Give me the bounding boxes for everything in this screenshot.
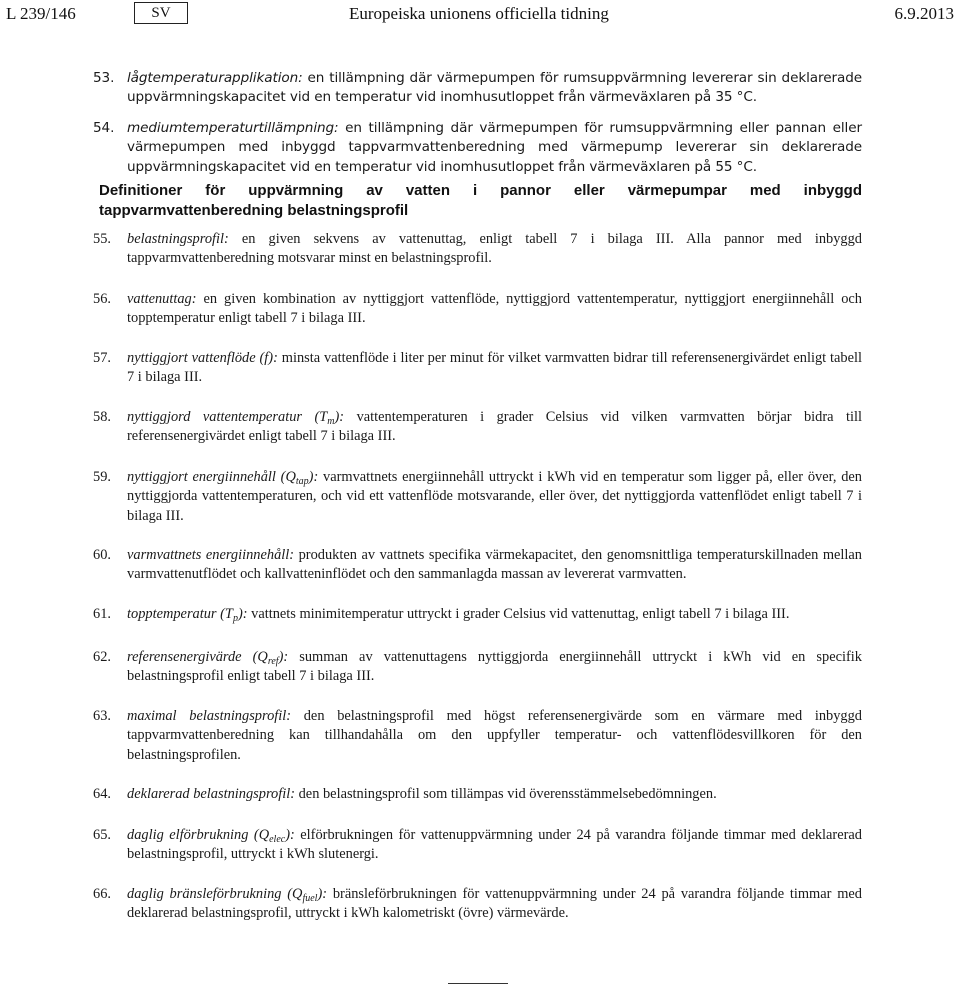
definition-text: vattentemperaturen i grader Celsius vid vilken varmvatten börjar bidra till referensenergivärdet enligt tabell 7 i bilaga III. — [127, 409, 863, 445]
definition-body — [127, 349, 862, 388]
definition-number: 64. — [93, 786, 111, 802]
page-header — [0, 0, 960, 32]
definition-term: lågtemperaturapplikation: — [127, 70, 303, 86]
definition-body — [127, 605, 862, 624]
definition-body — [127, 290, 862, 329]
definition-59 — [93, 468, 862, 526]
definition-text: en tillämpning där värmepumpen för rumsuppvärmning eller pannan eller värmepumpen med inbyggd tappvarmvattenberedning med värmepump levererar sin deklarerade uppvärmningskapacitet vid en temperatur vid inomhusutloppet från värmeväxlaren på 55 °C. — [127, 120, 862, 175]
definition-55 — [93, 230, 862, 269]
definition-text: en given kombination av nyttiggjort vattenflöde, nyttiggjord vattentemperatur, nyttiggjort energiinnehåll och topptemperatur enligt tabell 7 i bilaga III. — [127, 291, 862, 327]
definition-58 — [93, 408, 862, 447]
definition-number: 53. — [93, 70, 115, 86]
language-badge: SV — [134, 2, 188, 24]
definition-63 — [93, 707, 862, 765]
definition-text: en tillämpning där värmepumpen för rumsuppvärmning levererar sin deklarerade uppvärmningskapacitet vid en temperatur vid inomhusutloppet från värmeväxlaren på 35 °C. — [127, 70, 862, 106]
definition-term: nyttiggjort vattenflöde (f): — [127, 350, 278, 366]
footer-rule — [448, 983, 508, 984]
definition-61 — [93, 605, 862, 624]
definition-number: 60. — [93, 547, 111, 563]
definition-text: elförbrukningen för vattenuppvärmning under 24 på varandra följande timmar med deklarerad belastningsprofil, uttryckt i kWh slutenergi. — [127, 827, 862, 863]
definition-term: nyttiggjort energiinnehåll $(Q_{tap})$: — [127, 469, 319, 487]
definition-text: bränsleförbrukningen för vattenuppvärmning under 24 på varandra följande timmar med deklarerad belastningsprofil, uttryckt i kWh kalometriskt (övre) värmevärde. — [127, 886, 862, 922]
definition-text: en given sekvens av vattenuttag, enligt tabell 7 i bilaga III. Alla pannor med inbyggd tappvarmvattenberedning motsvarar minst en belastningsprofil. — [127, 231, 862, 267]
definition-number: 57. — [93, 350, 111, 366]
journal-title: Europeiska unionens officiella tidning — [349, 4, 609, 23]
definition-number: 58. — [93, 409, 111, 425]
definition-term: maximal belastningsprofil: — [127, 708, 292, 724]
definition-53 — [93, 69, 862, 108]
definition-body — [127, 230, 862, 269]
publication-date: 6.9.2013 — [894, 4, 954, 23]
definition-number: 63. — [93, 708, 111, 724]
definition-text: den belastningsprofil som tillämpas vid överensstämmelsebedömningen. — [295, 786, 717, 802]
definition-term: vattenuttag: — [127, 291, 197, 307]
definition-body — [127, 707, 862, 765]
definition-term: referensenergivärde $(Q_{ref})$: — [127, 649, 289, 667]
definition-number: 56. — [93, 291, 111, 307]
definition-number: 66. — [93, 886, 111, 902]
definition-62 — [93, 648, 862, 687]
definition-64 — [93, 785, 862, 804]
definition-text: produkten av vattnets specifika värmekapacitet, den genomsnittliga temperaturskillnaden mellan varmvattenutflödet och kallvatteninflödet och den sammanlagda massan av levererat varmvatten. — [127, 547, 862, 583]
definition-term: varmvattnets energiinnehåll: — [127, 547, 295, 563]
definition-number: 61. — [93, 606, 111, 622]
definition-term: belastningsprofil: — [127, 231, 229, 247]
definition-66 — [93, 885, 862, 924]
definition-body — [127, 826, 862, 865]
section-heading: Definitioner för uppvärmning av vatten i pannor eller värmepumpar med inbyggd tappvarmvattenberedning belastningsprofil — [99, 182, 862, 219]
definition-body — [127, 468, 862, 526]
definition-body — [127, 885, 862, 924]
definition-54 — [93, 119, 862, 177]
definition-body — [127, 69, 862, 108]
page-reference: L 239/146 — [6, 4, 76, 23]
definition-term: daglig elförbrukning $(Q_{elec})$: — [127, 827, 295, 845]
definition-65 — [93, 826, 862, 865]
definition-text: den belastningsprofil med högst referensenergivärde som en värmare med inbyggd tappvarmvattenberedning kan tillhandahålla om den uppfyller temperatur- och vattenflödesvillkoren för den belastningsprofilen. — [127, 708, 862, 763]
definition-body — [127, 119, 862, 177]
definition-body — [127, 785, 862, 804]
definition-56 — [93, 290, 862, 329]
definition-text: summan av vattenuttagens nyttiggjorda energiinnehåll uttryckt i kWh vid en specifik belastningsprofil enligt tabell 7 i bilaga III. — [127, 649, 862, 685]
definition-number: 62. — [93, 649, 111, 665]
definition-text: varmvattnets energiinnehåll uttryckt i kWh vid en temperatur som ligger på, eller över, den nyttiggjorda vattentemperaturen, och vid ett vattenflöde motsvarande, eller över, det nyttiggjorda vattenflödet enligt tabell 7 i bilaga III. — [127, 469, 862, 524]
definition-number: 65. — [93, 827, 111, 843]
definition-text: vattnets minimitemperatur uttryckt i grader Celsius vid vattenuttag, enligt tabell 7 i bilaga III. — [247, 606, 790, 622]
definition-term: topptemperatur $(T_p)$: — [127, 606, 248, 624]
definition-term: deklarerad belastningsprofil: — [127, 786, 296, 802]
definition-number: 59. — [93, 469, 111, 485]
definition-text: minsta vattenflöde i liter per minut för vilket varmvatten bidrar till referensenergivärdet enligt tabell 7 i bilaga III. — [127, 350, 862, 386]
definition-term: nyttiggjord vattentemperatur $(T_m)$: — [127, 409, 345, 427]
definition-57 — [93, 349, 862, 388]
definition-60 — [93, 546, 862, 585]
definition-number: 54. — [93, 120, 115, 136]
definition-term: mediumtemperaturtillämpning: — [127, 120, 339, 136]
definition-body — [127, 546, 862, 585]
definition-number: 55. — [93, 231, 111, 247]
definition-body — [127, 648, 862, 687]
definition-body — [127, 408, 862, 447]
definition-term: daglig bränsleförbrukning $(Q_{fuel})$: — [127, 886, 328, 904]
